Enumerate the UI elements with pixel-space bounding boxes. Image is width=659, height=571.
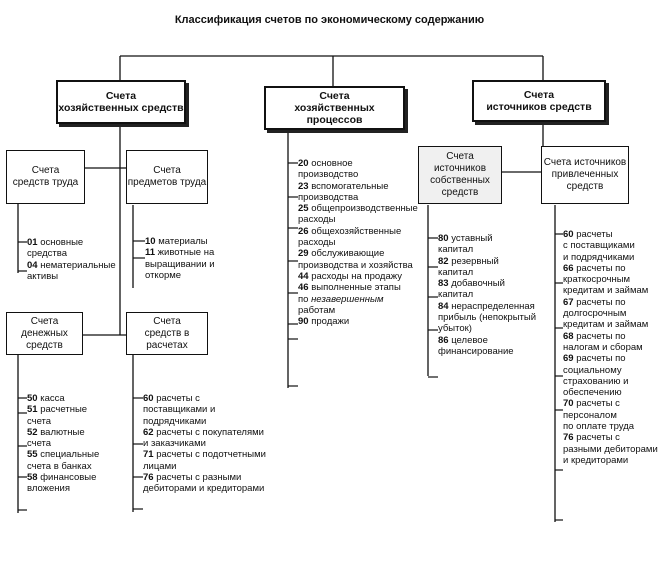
- account-item: [143, 472, 273, 495]
- account-text: целевое финансирование: [438, 334, 514, 357]
- account-code: 52: [27, 426, 38, 438]
- account-item: [143, 427, 273, 450]
- account-code: 71: [143, 449, 154, 461]
- accounts-cash: [27, 393, 122, 495]
- account-text: расчетные счета: [27, 404, 88, 427]
- account-item: [27, 404, 122, 427]
- account-item: [298, 316, 423, 327]
- account-code: 68: [563, 330, 574, 342]
- account-item: [298, 158, 423, 181]
- account-text: добавочный капитал: [438, 278, 505, 301]
- accounts-borrowed-sources: [563, 229, 658, 466]
- account-code: 23: [298, 180, 309, 192]
- accounts-own-sources: [438, 233, 548, 357]
- account-text: касса: [37, 393, 65, 404]
- account-code: 25: [298, 203, 309, 215]
- account-code: 11: [145, 247, 156, 259]
- account-code: 50: [27, 393, 38, 404]
- account-item: [27, 260, 127, 283]
- account-text: вспомогательные производства: [298, 180, 389, 203]
- account-code: 26: [298, 225, 309, 237]
- account-text: основные средства: [27, 237, 84, 260]
- account-code: 29: [298, 248, 309, 260]
- subgroup-means-of-labor: [6, 150, 85, 204]
- account-item: [438, 256, 548, 279]
- account-code: 66: [563, 262, 574, 274]
- account-text: общепроизводственные расходы: [298, 203, 418, 226]
- account-text: основное производство: [298, 158, 359, 181]
- account-item: [563, 297, 658, 331]
- account-item: [145, 236, 235, 247]
- account-item: [438, 335, 548, 358]
- account-item: [145, 247, 235, 281]
- account-text: расчеты по налогам и сборам: [563, 330, 643, 353]
- accounts-objects-of-labor: [145, 236, 235, 281]
- account-code: 62: [143, 426, 154, 438]
- account-text: расчеты с покупателями и заказчиками: [143, 426, 264, 450]
- account-text: расчеты по социальному страхованию и обеспечению: [563, 353, 629, 399]
- account-item: [563, 263, 658, 297]
- account-code: 69: [563, 353, 574, 365]
- account-text: расчеты с разными дебиторами и кредиторами: [143, 472, 265, 495]
- account-text: нераспределенная прибыль (непокрытый убыток): [438, 300, 537, 335]
- subgroup-borrowed-sources-label: Счета источников привлеченных средств: [543, 157, 627, 192]
- account-item: [27, 393, 122, 404]
- group-economic-processes: [264, 86, 405, 130]
- accounts-economic-processes: [298, 158, 423, 327]
- account-item: [563, 353, 658, 398]
- subgroup-own-sources: [418, 146, 502, 204]
- accounts-means-of-labor: [27, 237, 127, 282]
- account-code: 67: [563, 296, 574, 308]
- subgroup-settlements-label: Счета средств в расчетах: [144, 315, 190, 351]
- account-code: 46: [298, 282, 309, 294]
- account-item: [143, 449, 273, 472]
- account-text: расчеты по долгосрочным кредитам и займам: [563, 296, 649, 331]
- subgroup-means-of-labor-label: Счета средств труда: [12, 165, 79, 188]
- account-item: [298, 226, 423, 249]
- account-code: 80: [438, 233, 449, 244]
- subgroup-objects-of-labor-label: Счета предметов труда: [127, 165, 207, 188]
- account-item: [298, 282, 423, 316]
- account-text: резервный капитал: [438, 255, 499, 278]
- account-code: 55: [27, 449, 38, 461]
- account-item: [27, 237, 127, 260]
- group-sources: [472, 80, 606, 122]
- account-text: продажи: [308, 316, 350, 328]
- account-item: [563, 398, 658, 432]
- account-code: 58: [27, 472, 38, 484]
- account-code: 60: [563, 229, 574, 240]
- account-item: [27, 427, 122, 450]
- account-text-emphasis: незавершенным: [311, 293, 384, 305]
- accounts-settlements: [143, 393, 273, 495]
- account-item: [438, 278, 548, 301]
- account-text: уставный капитал: [438, 233, 493, 256]
- account-item: [563, 229, 658, 263]
- group-economic-processes-label: Счета хозяйственных процессов: [294, 90, 375, 126]
- account-text: общехозяйственные расходы: [298, 225, 402, 249]
- account-code: 84: [438, 300, 449, 312]
- account-text: специальные счета в банках: [27, 449, 100, 472]
- account-item: [298, 248, 423, 271]
- account-item: [298, 181, 423, 204]
- subgroup-objects-of-labor: [126, 150, 208, 204]
- account-text: расчеты с поставщиками и подрядчиками: [143, 393, 216, 427]
- account-item: [438, 301, 548, 335]
- account-item: [563, 432, 658, 466]
- account-text: расчеты по краткосрочным кредитам и займам: [563, 262, 649, 297]
- group-sources-label: Счета источников средств: [486, 89, 592, 113]
- subgroup-cash: [6, 312, 83, 355]
- account-code: 01: [27, 237, 38, 248]
- account-text: материалы: [155, 236, 208, 247]
- account-code: 82: [438, 255, 449, 267]
- account-code: 86: [438, 334, 449, 346]
- account-text: расчеты с поставщиками и подрядчиками: [563, 229, 635, 263]
- account-item: [27, 449, 122, 472]
- account-code: 90: [298, 316, 309, 328]
- account-item: [563, 331, 658, 354]
- group-economic-means-label: Счета хозяйственных средств: [58, 90, 184, 114]
- account-item: [298, 271, 423, 282]
- account-code: 70: [563, 398, 574, 410]
- account-code: 51: [27, 404, 38, 416]
- account-code: 76: [563, 432, 574, 444]
- account-text: финансовые вложения: [27, 472, 97, 495]
- account-text: валютные счета: [27, 426, 85, 450]
- account-item: [298, 203, 423, 226]
- account-code: 10: [145, 236, 156, 247]
- account-item: [438, 233, 548, 256]
- account-code: 04: [27, 259, 38, 271]
- account-text: расходы на продажу: [308, 270, 402, 282]
- account-text: расчеты с подотчетными лицами: [143, 449, 266, 472]
- diagram-title: Классификация счетов по экономическому содержанию: [174, 14, 485, 26]
- account-code: 60: [143, 393, 154, 404]
- subgroup-own-sources-label: Счета источников собственных средств: [430, 151, 490, 198]
- account-item: [27, 472, 122, 495]
- account-text-tail: работам: [298, 304, 336, 316]
- account-text: животные на выращивании и откорме: [145, 247, 215, 281]
- subgroup-borrowed-sources: [541, 146, 629, 204]
- account-code: 83: [438, 278, 449, 290]
- account-text: расчеты с персоналом по оплате труда: [563, 398, 635, 433]
- subgroup-cash-label: Счета денежных средств: [21, 315, 68, 351]
- group-economic-means: [56, 80, 186, 124]
- account-text: выполненные этапы по: [298, 282, 401, 305]
- account-code: 20: [298, 158, 309, 169]
- account-text: нематериальные активы: [27, 259, 116, 282]
- account-item: [143, 393, 273, 427]
- account-code: 76: [143, 472, 154, 484]
- subgroup-settlements: [126, 312, 208, 355]
- account-code: 44: [298, 270, 309, 282]
- account-text: расчеты с разными дебиторами и кредиторами: [563, 432, 658, 466]
- account-text: обслуживающие производства и хозяйства: [298, 248, 413, 271]
